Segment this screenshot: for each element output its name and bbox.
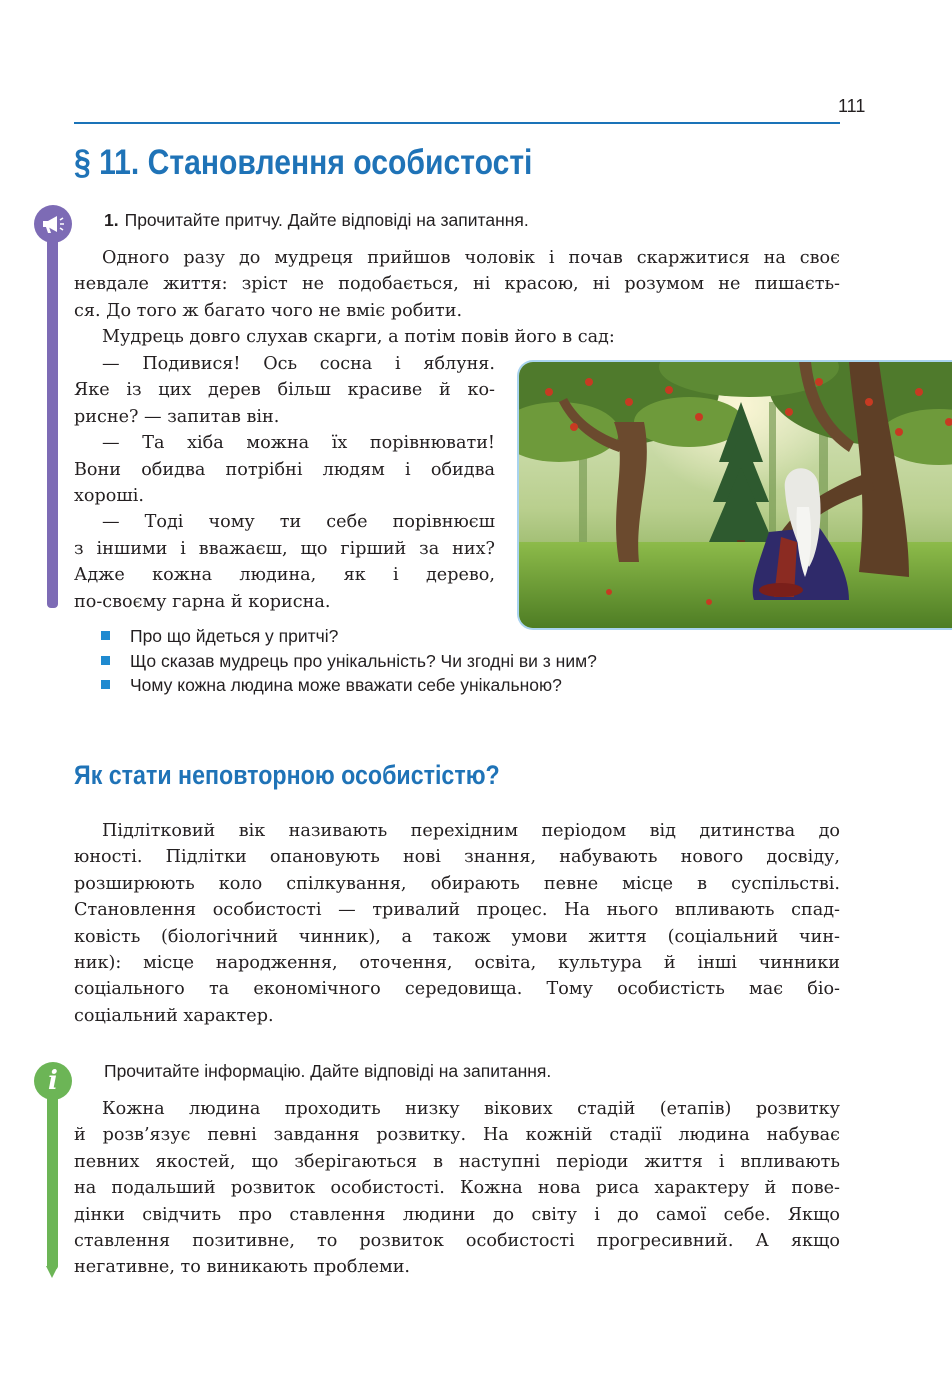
paragraph-line: юності. Підлітки опановують нові знання, набувають нового досвіду,: [74, 847, 840, 868]
task-1-instruction: [104, 210, 529, 231]
paragraph-line: ник): місце народження, оточення, освіта, культура й інші чинники: [74, 953, 840, 974]
paragraph-line: на подальший розвиток особистості. Кожна нова риса характеру й пове-: [74, 1178, 840, 1199]
info-sidebar-bar: [47, 1080, 58, 1270]
page-title: § 11. Становлення особистості: [74, 143, 533, 182]
page-number: 111: [838, 96, 866, 116]
paragraph-line: Підлітковий вік називають перехідним періодом від дитинства до: [102, 821, 840, 841]
dialog-line: з іншими і вважаєш, що гірший за них?: [74, 538, 495, 559]
paragraph-line: й розв’язує певні завдання розвитку. На кожній стадії людина набуває: [74, 1125, 840, 1146]
dialog-line: — Та хіба можна їх порівнювати!: [102, 433, 495, 454]
dialog-line: Вони обидва потрібні людям і обидва: [74, 459, 495, 480]
parable-line: невдале життя: зріст не подобається, ні красою, ні розумом не пишаєть-: [74, 274, 840, 295]
section-heading: Як стати неповторною особистістю?: [74, 760, 500, 790]
list-item: [104, 624, 597, 649]
square-bullet-icon: [101, 631, 110, 640]
parable-line: Мудрець довго слухав скарги, а потім повів його в сад:: [102, 327, 615, 348]
paragraph-line: ковість (біологічний чинник), а також умови життя (соціальний чин-: [74, 926, 840, 947]
task-number: 1.: [104, 210, 119, 230]
paragraph-line: дінки свідчить про ставлення людини до світу і до самої себе. Якщо: [74, 1204, 840, 1225]
task-sidebar-bar: [47, 226, 58, 608]
info-letter: i: [48, 1066, 58, 1096]
parable-intro: [74, 245, 840, 351]
header-rule: [74, 122, 840, 124]
list-item: [104, 649, 597, 674]
question-text: Що сказав мудрець про унікальність? Чи згодні ви з ним?: [130, 650, 597, 671]
square-bullet-icon: [101, 656, 110, 665]
arrow-down-icon: [46, 1266, 58, 1278]
info-icon: [34, 1062, 72, 1100]
dialog-line: рисне? — запитав він.: [74, 406, 280, 427]
paragraph-line: ставлення позитивне, то розвиток особистості прогресивний. А якщо: [74, 1231, 840, 1252]
dialog-line: — Тоді чому ти себе порівнюєш: [102, 512, 495, 533]
dialog-line: Адже кожна людина, як і дерево,: [74, 565, 495, 586]
orchard-sage-illustration: [519, 362, 952, 628]
list-item: [104, 673, 597, 698]
dialog-line: хороші.: [74, 486, 144, 507]
paragraph-line: розширюють коло спілкування, обирають певне місце в суспільстві.: [74, 873, 840, 894]
dialog-line: — Подивися! Ось сосна і яблуня.: [102, 354, 495, 374]
paragraph-line: соціальний характер.: [74, 1005, 274, 1026]
paragraph-line: Становлення особистості — тривалий процес. На нього впливають спад-: [74, 900, 840, 921]
paragraph-line: Кожна людина проходить низку вікових стадій (етапів) розвитку: [102, 1099, 840, 1119]
parable-line: ся. До того ж багато чого не вміє робити.: [74, 300, 463, 321]
question-text: Чому кожна людина може вважати себе унікальною?: [130, 675, 562, 695]
parable-line: Одного разу до мудреця прийшов чоловік і почав скаржитися на своє: [102, 248, 840, 268]
megaphone-icon: [34, 205, 72, 243]
task-text: Прочитайте притчу. Дайте відповіді на запитання.: [124, 210, 529, 230]
question-list: [104, 624, 597, 698]
dialog-line: по-своєму гарна й корисна.: [74, 591, 331, 612]
question-text: Про що йдеться у притчі?: [130, 626, 339, 646]
paragraph-line: негативне, то виникають проблеми.: [74, 1257, 411, 1278]
info-paragraph: [74, 1096, 840, 1281]
square-bullet-icon: [101, 680, 110, 689]
section-paragraph: [74, 818, 840, 1029]
parable-dialog: [74, 351, 495, 615]
paragraph-line: певних якостей, що зберігаються в наступні періоди життя і впливають: [74, 1151, 840, 1172]
info-instruction: Прочитайте інформацію. Дайте відповіді на запитання.: [104, 1061, 552, 1081]
paragraph-line: соціального та економічного середовища. Тому особистість має біо-: [74, 979, 840, 1000]
dialog-line: Яке із цих дерев більш красиве й ко-: [74, 380, 495, 401]
